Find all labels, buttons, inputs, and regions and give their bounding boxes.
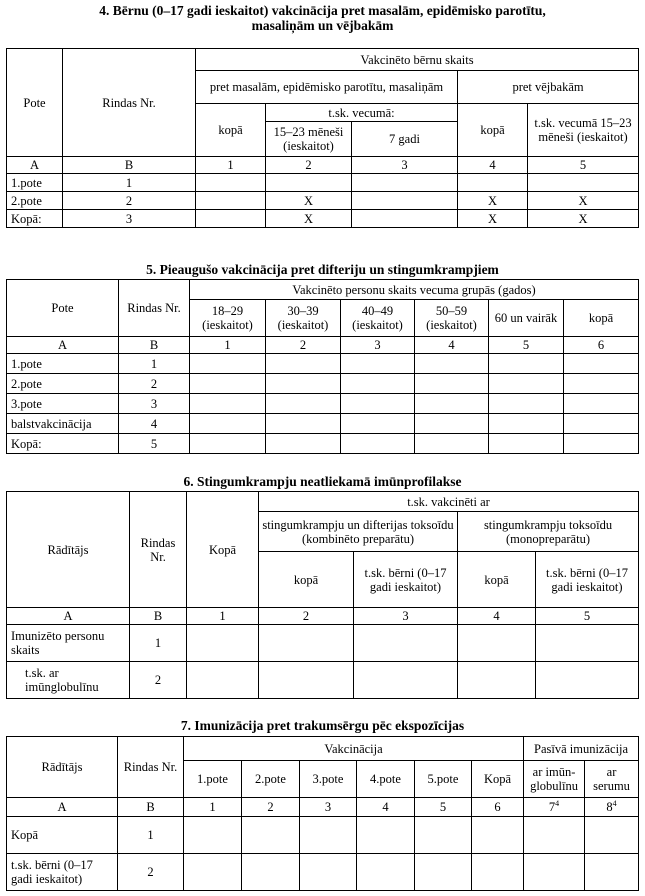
table-row xyxy=(7,210,639,228)
data-cell[interactable] xyxy=(458,625,536,662)
code-cell: 3 xyxy=(341,337,415,354)
section-6-title: 6. Stingumkrampju neatliekamā imūnprofilakse xyxy=(183,474,462,489)
row-label: 1.pote xyxy=(7,354,119,374)
code-cell: 3 xyxy=(354,608,458,625)
header-varicella: pret vējbakām xyxy=(458,71,639,104)
code-cell: 2 xyxy=(259,608,354,625)
data-cell[interactable] xyxy=(354,625,458,662)
code-cell: 3 xyxy=(352,157,458,174)
header-vakcinacija: Vakcinācija xyxy=(184,737,524,761)
row-label: Kopā xyxy=(7,817,118,854)
header-pote-5: 5.pote xyxy=(415,761,472,798)
row-number: 2 xyxy=(63,192,196,210)
header-combined-preparation: stingumkrampju un difterijas toksoīdu (kombinēto preparātu) xyxy=(259,512,458,552)
table-row xyxy=(7,854,639,891)
header-kopa: kopā xyxy=(196,104,266,157)
header-pote-1: 1.pote xyxy=(184,761,242,798)
data-cell[interactable] xyxy=(190,374,266,394)
footnote-marker: 4 xyxy=(555,798,560,808)
header-7-gadi: 7 gadi xyxy=(352,122,458,157)
code-cell: A xyxy=(7,608,130,625)
code-row xyxy=(7,157,639,174)
footnote-marker: 4 xyxy=(612,798,617,808)
row-label: 1.pote xyxy=(7,174,63,192)
data-cell[interactable] xyxy=(564,394,639,414)
header-age-30-39: 30–39 (ieskaitot) xyxy=(266,300,341,337)
header-kopa-combined: kopā xyxy=(259,552,354,608)
row-number: 4 xyxy=(119,414,190,434)
data-cell[interactable] xyxy=(266,374,341,394)
section-7-table xyxy=(6,736,639,891)
section-4-table xyxy=(6,48,639,228)
table-row xyxy=(7,817,639,854)
data-cell[interactable] xyxy=(357,817,415,854)
code-cell: 1 xyxy=(196,157,266,174)
data-cell[interactable] xyxy=(536,662,639,699)
data-cell[interactable] xyxy=(266,354,341,374)
code-cell: 4 xyxy=(458,608,536,625)
code-row xyxy=(7,798,639,817)
section-7-title: 7. Imunizācija pret trakumsērgu pēc ekspozīcijas xyxy=(180,718,465,733)
data-cell[interactable] xyxy=(489,374,564,394)
data-cell[interactable] xyxy=(341,374,415,394)
header-age-50-59: 50–59 (ieskaitot) xyxy=(415,300,489,337)
code-value: 7 xyxy=(548,800,556,814)
header-raditajs: Rādītājs xyxy=(7,492,130,608)
data-cell[interactable] xyxy=(242,854,300,891)
data-cell[interactable] xyxy=(524,854,585,891)
data-cell[interactable] xyxy=(585,817,639,854)
code-cell xyxy=(524,798,585,817)
code-cell: 4 xyxy=(357,798,415,817)
code-cell: A xyxy=(7,337,119,354)
code-cell: B xyxy=(130,608,187,625)
header-tsk-vecuma: t.sk. vecumā: xyxy=(266,104,458,122)
data-cell[interactable] xyxy=(357,854,415,891)
data-cell[interactable] xyxy=(536,625,639,662)
section-5-table xyxy=(6,279,639,454)
table-row xyxy=(7,174,639,192)
row-label: balstvakcinācija xyxy=(7,414,119,434)
header-age-60-plus: 60 un vairāk xyxy=(489,300,564,337)
header-vakcineto-bernu-skaits: Vakcinēto bērnu skaits xyxy=(196,49,639,71)
data-cell: X xyxy=(528,192,639,210)
data-cell[interactable] xyxy=(415,394,489,414)
row-number: 5 xyxy=(119,434,190,454)
header-kopa: kopā xyxy=(564,300,639,337)
data-cell: X xyxy=(458,210,528,228)
code-row xyxy=(7,608,639,625)
data-cell[interactable] xyxy=(415,414,489,434)
row-number: 1 xyxy=(119,354,190,374)
data-cell[interactable] xyxy=(341,354,415,374)
row-number: 1 xyxy=(63,174,196,192)
header-tsk-15-23: t.sk. vecumā 15–23 mēneši (ieskaitot) xyxy=(528,104,639,157)
code-cell: 4 xyxy=(415,337,489,354)
row-label: Kopā: xyxy=(7,210,63,228)
row-label: t.sk. ar imūnglobulīnu xyxy=(7,662,130,699)
header-rindas-nr: Rindas Nr. xyxy=(63,49,196,157)
code-cell: 5 xyxy=(489,337,564,354)
row-number: 2 xyxy=(119,374,190,394)
header-age-40-49: 40–49 (ieskaitot) xyxy=(341,300,415,337)
data-cell[interactable] xyxy=(472,854,524,891)
data-cell[interactable] xyxy=(415,817,472,854)
data-cell: X xyxy=(458,192,528,210)
data-cell[interactable] xyxy=(564,434,639,454)
row-number: 1 xyxy=(118,817,184,854)
code-cell: A xyxy=(7,157,63,174)
row-number: 2 xyxy=(118,854,184,891)
data-cell[interactable] xyxy=(415,354,489,374)
header-pote: Pote xyxy=(7,49,63,157)
data-cell[interactable] xyxy=(352,174,458,192)
data-cell[interactable] xyxy=(266,414,341,434)
data-cell[interactable] xyxy=(489,394,564,414)
header-rindas-nr: Rindas Nr. xyxy=(118,737,184,798)
data-cell[interactable] xyxy=(585,854,639,891)
header-kopa: Kopā xyxy=(187,492,259,608)
data-cell: X xyxy=(266,210,352,228)
table-row xyxy=(7,192,639,210)
section-5-title: 5. Pieaugušo vakcinācija pret difteriju un stingumkrampjiem xyxy=(146,262,499,277)
data-cell[interactable] xyxy=(184,854,242,891)
data-cell[interactable] xyxy=(489,434,564,454)
row-number: 3 xyxy=(119,394,190,414)
header-tsk-vakcineti-ar: t.sk. vakcinēti ar xyxy=(259,492,639,512)
code-cell: B xyxy=(118,798,184,817)
data-cell[interactable] xyxy=(190,354,266,374)
header-kopa-varicella: kopā xyxy=(458,104,528,157)
row-label: 2.pote xyxy=(7,192,63,210)
data-cell[interactable] xyxy=(528,174,639,192)
header-kopa: Kopā xyxy=(472,761,524,798)
data-cell[interactable] xyxy=(242,817,300,854)
header-rindas-nr: Rindas Nr. xyxy=(130,492,187,608)
section-6-table xyxy=(6,491,639,699)
data-cell[interactable] xyxy=(564,374,639,394)
data-cell[interactable] xyxy=(259,625,354,662)
data-cell[interactable] xyxy=(190,394,266,414)
code-cell: 5 xyxy=(415,798,472,817)
header-monopreparation: stingumkrampju toksoīdu (monopreparātu) xyxy=(458,512,639,552)
code-cell: B xyxy=(119,337,190,354)
table-row xyxy=(7,354,639,374)
data-cell[interactable] xyxy=(300,854,357,891)
table-row xyxy=(7,434,639,454)
data-cell[interactable] xyxy=(352,192,458,210)
header-pote: Pote xyxy=(7,280,119,337)
code-cell: 4 xyxy=(458,157,528,174)
header-ar-imunglobulinu: ar imūn-globulīnu xyxy=(524,761,585,798)
header-mmr: pret masalām, epidēmisko parotītu, masaliņām xyxy=(196,71,458,104)
data-cell[interactable] xyxy=(415,374,489,394)
data-cell[interactable] xyxy=(187,662,259,699)
header-pote-4: 4.pote xyxy=(357,761,415,798)
data-cell[interactable] xyxy=(489,414,564,434)
data-cell: X xyxy=(266,192,352,210)
header-age-18-29: 18–29 (ieskaitot) xyxy=(190,300,266,337)
code-cell: 1 xyxy=(184,798,242,817)
row-label: 2.pote xyxy=(7,374,119,394)
data-cell[interactable] xyxy=(187,625,259,662)
data-cell[interactable] xyxy=(489,354,564,374)
code-cell: 5 xyxy=(528,157,639,174)
table-row xyxy=(7,394,639,414)
data-cell[interactable] xyxy=(196,174,266,192)
data-cell[interactable] xyxy=(458,662,536,699)
data-cell[interactable] xyxy=(524,817,585,854)
data-cell[interactable] xyxy=(472,817,524,854)
header-pote-2: 2.pote xyxy=(242,761,300,798)
header-rindas-nr: Rindas Nr. xyxy=(119,280,190,337)
section-4-title: 4. Bērnu (0–17 gadi ieskaitot) vakcinācija pret masalām, epidēmisko parotītu, masaliņām un vējbakām xyxy=(99,3,546,33)
table-row xyxy=(7,414,639,434)
row-number: 3 xyxy=(63,210,196,228)
code-cell: 6 xyxy=(564,337,639,354)
code-cell: 3 xyxy=(300,798,357,817)
data-cell[interactable] xyxy=(266,394,341,414)
data-cell[interactable] xyxy=(341,414,415,434)
data-cell[interactable] xyxy=(341,434,415,454)
row-number: 1 xyxy=(130,625,187,662)
row-number: 2 xyxy=(130,662,187,699)
header-kopa-mono: kopā xyxy=(458,552,536,608)
header-pasiva-imunizacija: Pasīvā imunizācija xyxy=(524,737,639,761)
data-cell[interactable] xyxy=(184,817,242,854)
data-cell[interactable] xyxy=(300,817,357,854)
row-label: Kopā: xyxy=(7,434,119,454)
header-raditajs: Rādītājs xyxy=(7,737,118,798)
data-cell[interactable] xyxy=(266,434,341,454)
data-cell[interactable] xyxy=(190,434,266,454)
data-cell[interactable] xyxy=(564,354,639,374)
header-ar-serumu: ar serumu xyxy=(585,761,639,798)
data-cell[interactable] xyxy=(415,854,472,891)
data-cell[interactable] xyxy=(341,394,415,414)
code-cell: B xyxy=(63,157,196,174)
code-cell: 6 xyxy=(472,798,524,817)
data-cell[interactable] xyxy=(196,192,266,210)
code-row xyxy=(7,337,639,354)
header-vakcineto-personu-skaits: Vakcinēto personu skaits vecuma grupās (gados) xyxy=(190,280,639,300)
data-cell[interactable] xyxy=(196,210,266,228)
data-cell[interactable] xyxy=(354,662,458,699)
data-cell[interactable] xyxy=(259,662,354,699)
table-row xyxy=(7,625,639,662)
row-label: 3.pote xyxy=(7,394,119,414)
data-cell[interactable] xyxy=(564,414,639,434)
row-label: Imunizēto personu skaits xyxy=(7,625,130,662)
data-cell[interactable] xyxy=(266,174,352,192)
code-cell: 2 xyxy=(266,157,352,174)
header-pote-3: 3.pote xyxy=(300,761,357,798)
code-cell: 5 xyxy=(536,608,639,625)
data-cell[interactable] xyxy=(352,210,458,228)
data-cell[interactable] xyxy=(190,414,266,434)
code-cell: 2 xyxy=(242,798,300,817)
data-cell[interactable] xyxy=(415,434,489,454)
header-children-mono: t.sk. bērni (0–17 gadi ieskaitot) xyxy=(536,552,639,608)
code-cell: 1 xyxy=(187,608,259,625)
data-cell: X xyxy=(528,210,639,228)
data-cell[interactable] xyxy=(458,174,528,192)
code-cell: 1 xyxy=(190,337,266,354)
table-row xyxy=(7,662,639,699)
table-row xyxy=(7,374,639,394)
code-cell xyxy=(585,798,639,817)
header-children-combined: t.sk. bērni (0–17 gadi ieskaitot) xyxy=(354,552,458,608)
header-15-23-menesi: 15–23 mēneši (ieskaitot) xyxy=(266,122,352,157)
row-label: t.sk. bērni (0–17 gadi ieskaitot) xyxy=(7,854,118,891)
code-cell: A xyxy=(7,798,118,817)
code-cell: 2 xyxy=(266,337,341,354)
code-value: 8 xyxy=(606,800,613,814)
